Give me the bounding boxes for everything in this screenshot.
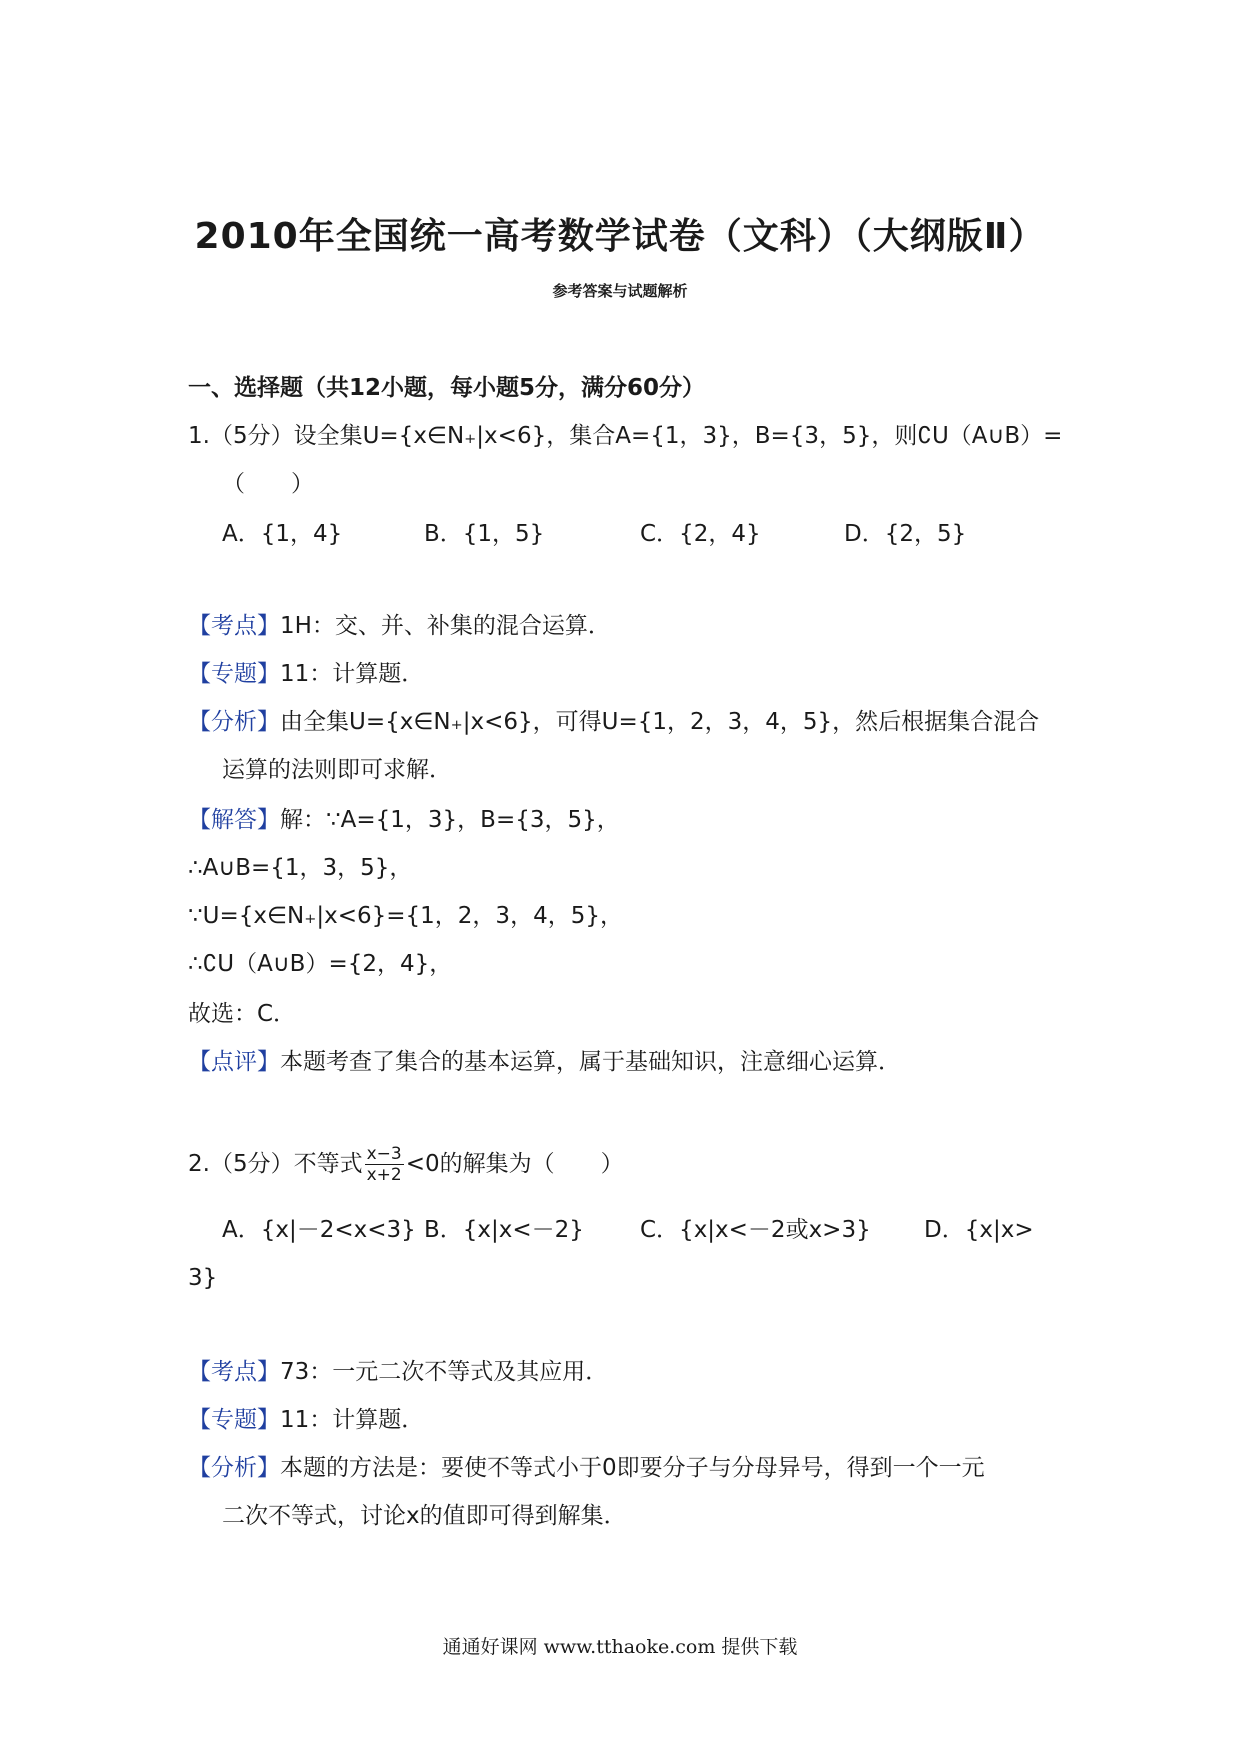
q1-jieda-line2: ∴A∪B={1，3，5}，	[188, 855, 413, 881]
q1-option-c: C．{2，4}	[640, 521, 761, 547]
section-heading: 一、选择题（共12小题，每小题5分，满分60分）	[188, 375, 706, 401]
page-subtitle: 参考答案与试题解析	[552, 282, 688, 300]
q2-option-b: B．{x|x<－2}	[424, 1217, 584, 1243]
q1-zhuanti	[188, 658, 424, 690]
zhuanti-tag: 【专题】	[188, 1407, 280, 1433]
q2-fenxi-cont: 二次不等式，讨论x的值即可得到解集．	[222, 1503, 627, 1529]
q1-blank: （ ）	[222, 471, 314, 497]
kaodian-text: 73：一元二次不等式及其应用．	[280, 1359, 609, 1385]
footer-url[interactable]: www.tthaoke.com	[543, 1636, 716, 1658]
q1-jieda-line4: ∴∁U（A∪B）={2，4}，	[188, 951, 453, 977]
jieda-text: 解：∵A={1，3}，B={3，5}，	[280, 807, 620, 833]
q1-kaodian	[188, 610, 611, 642]
q1-fenxi	[188, 706, 1039, 738]
dianping-tag: 【点评】	[188, 1049, 280, 1075]
q2-stem	[188, 1144, 624, 1185]
fenxi-text: 由全集U={x∈N₊|x<6}，可得U={1，2，3，4，5}，然后根据集合混合	[280, 709, 1040, 735]
q2-option-a: A．{x|－2<x<3}	[222, 1217, 416, 1243]
zhuanti-text: 11：计算题．	[280, 661, 425, 687]
jieda-tag: 【解答】	[188, 807, 280, 833]
zhuanti-tag: 【专题】	[188, 661, 280, 687]
q1-jieda-line3: ∵U={x∈N₊|x<6}={1，2，3，4，5}，	[188, 903, 623, 929]
page-footer	[0, 1632, 1240, 1659]
q2-fraction-numerator: x−3	[366, 1144, 402, 1164]
q2-option-c: C．{x|x<－2或x>3}	[640, 1217, 871, 1243]
q2-option-d-wrap: 3}	[188, 1265, 218, 1291]
q1-jieda	[188, 804, 620, 836]
fenxi-text: 本题的方法是：要使不等式小于0即要分子与分母异号，得到一个一元	[280, 1455, 985, 1481]
footer-site: 通通好课网	[442, 1636, 538, 1658]
fenxi-tag: 【分析】	[188, 709, 280, 735]
q2-fraction	[365, 1144, 404, 1185]
kaodian-tag: 【考点】	[188, 1359, 280, 1385]
q2-stem-prefix: 2.（5分）不等式	[188, 1151, 363, 1177]
q2-kaodian	[188, 1356, 608, 1388]
q1-fenxi-cont: 运算的法则即可求解．	[222, 757, 452, 783]
q2-zhuanti	[188, 1404, 424, 1436]
q2-stem-suffix: <0的解集为（ ）	[405, 1151, 624, 1177]
footer-note: 提供下载	[721, 1636, 798, 1658]
q1-dianping	[188, 1046, 901, 1078]
q2-fenxi	[188, 1452, 985, 1484]
kaodian-text: 1H：交、并、补集的混合运算．	[280, 613, 611, 639]
kaodian-tag: 【考点】	[188, 613, 280, 639]
zhuanti-text: 11：计算题．	[280, 1407, 425, 1433]
q2-fraction-denominator: x+2	[366, 1165, 402, 1185]
q1-option-b: B．{1，5}	[424, 521, 545, 547]
fenxi-tag: 【分析】	[188, 1455, 280, 1481]
page-title: 2010年全国统一高考数学试卷（文科）（大纲版Ⅱ）	[194, 216, 1046, 257]
q1-stem: 1.（5分）设全集U={x∈N₊|x<6}，集合A={1，3}，B={3，5}，则∁U（A∪B）=	[188, 423, 1063, 449]
q1-option-a: A．{1，4}	[222, 521, 343, 547]
q2-option-d: D．{x|x>	[924, 1217, 1034, 1243]
q1-option-d: D．{2，5}	[844, 521, 967, 547]
q1-jieda-line5: 故选：C．	[188, 1001, 297, 1027]
dianping-text: 本题考查了集合的基本运算，属于基础知识，注意细心运算．	[280, 1049, 901, 1075]
